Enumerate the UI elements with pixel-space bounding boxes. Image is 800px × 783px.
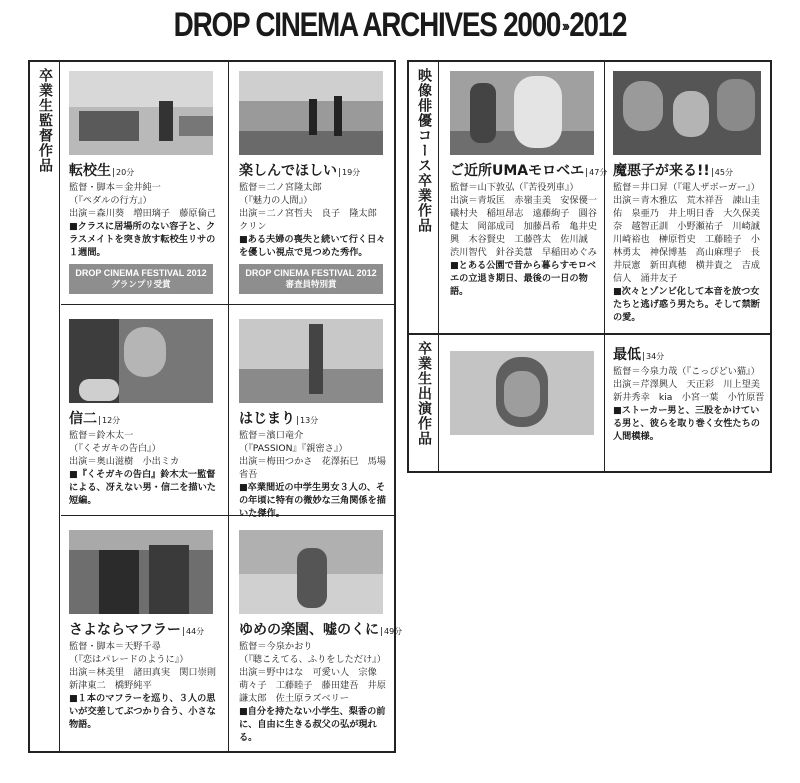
film-title: 転校生 20分 — [69, 163, 135, 179]
film-title: ゆめの楽園、嘘のくに 49分 — [239, 622, 403, 638]
film-description: 監督・脚本＝金井純一 （『ペダルの行方』） 出演＝森川葵 増田璃子 藤原倫己 ■クラスに居場所のない容子と、クラスメイトを突き放す転校生リサの１週間。 — [69, 182, 216, 258]
title-arrow: ››› — [561, 18, 568, 36]
film-still — [450, 71, 594, 155]
film-description: 監督＝井口昇（『電人ザボーガー』） 出演＝青木雅広 荒木祥吾 諌山圭佑 泉亜乃 井上明日香 大久保美奈 越智正訓 小野瀬祐子 川崎誠 川崎裕也 榊原哲史 工藤睦子 小林勇太 神保博基 高山麻理子 長井辰憲 新田真穂 横井貴之 吉成信人 涌井友子 ■次々とゾンビ化して本音を放つ女たちと逃げ惑う男たち。そして禁断の愛。 — [613, 182, 770, 323]
film-card-tanoshinde-hoshii[interactable] — [229, 62, 394, 305]
film-description: 監督＝濱口竜介 （『PASSION』『親密さ』） 出演＝梅田つかさ 花澤拓巳 馬場省吾 ■卒業間近の中学生男女３人の、その年頃に特有の微妙な三角関係を描いた傑作。 — [239, 430, 386, 519]
film-card-saitei[interactable] — [605, 335, 770, 471]
section-graduate-directors — [28, 60, 403, 753]
film-card-hajimari[interactable] — [229, 305, 394, 519]
section-label — [409, 335, 439, 471]
film-description: 監督＝鈴木太一 （『くそガキの告白』） 出演＝奥山滋樹 小出ミカ ■『くそガキの告白』鈴木太一監督による、冴えない男・信二を描いた短編。 — [69, 430, 216, 506]
film-title: ご近所UMAモロベエ 47分 — [450, 163, 608, 179]
section-acting-course — [407, 60, 772, 335]
film-description: 監督＝今泉かおり （『聴こえてる、ふりをしただけ』） 出演＝野中はな 可愛い人 宗像萌々子 工藤睦子 藤田建吾 井原謙太郎 佐土原ラズベリー ■自分を持たない小学生、梨香の前に、自由に生きる叔父の弘が現れる。 — [239, 641, 386, 743]
film-card-makuko-ga-kuru[interactable] — [605, 62, 770, 333]
film-description: 監督＝山下敦弘（『苦役列車』） 出演＝青坂匡 赤嶺圭美 安保優一 礒村夬 稲垣昂志 遠藤絢子 圓谷健太 岡部成司 加藤昌希 亀井史興 木谷賢史 工藤啓太 佐川誠 渋川智代 針谷美慧 早稲田めぐみ ■とある公園で昔から暮らすモロベエの立退き期日、最後の一日の物語。 — [450, 182, 607, 297]
film-still — [69, 71, 213, 155]
section-label — [30, 62, 60, 751]
film-grid — [61, 62, 403, 751]
film-card-tenkousei[interactable] — [61, 62, 229, 305]
film-still — [450, 351, 594, 435]
film-title: はじまり 13分 — [239, 411, 319, 427]
film-card-shinji[interactable] — [61, 305, 229, 516]
film-title: さよならマフラー 44分 — [69, 622, 205, 638]
film-card-sayonara-muffler[interactable] — [61, 516, 229, 751]
title-year-end: 2012 — [569, 6, 627, 44]
film-still — [69, 530, 213, 614]
film-still — [239, 71, 383, 155]
film-card-gokinjo-uma-morobe[interactable] — [440, 62, 608, 333]
award-badge: DROP CINEMA FESTIVAL 2012 審査員特別賞 — [239, 264, 383, 294]
section-label-text: 卒業生出演作品 — [416, 341, 432, 446]
film-description: 監督・脚本＝天野千尋 （『恋はパレードのように』） 出演＝林美里 諸田真実 関口崇則 新津東二 橋野純平 ■１本のマフラーを巡り、３人の思いが交差してぶつかり合う、小さな物語。 — [69, 641, 226, 730]
film-card-yume-no-rakuen[interactable] — [229, 516, 403, 751]
section-graduate-appearances — [407, 333, 772, 473]
section-label — [409, 62, 439, 333]
film-still — [239, 530, 383, 614]
film-title: 楽しんでほしい 19分 — [239, 163, 361, 179]
section-label-text: 映像俳優コース卒業作品 — [416, 68, 432, 233]
film-still — [239, 319, 383, 403]
film-still-cell — [440, 335, 605, 471]
film-grid — [440, 335, 770, 471]
section-label-text: 卒業生監督作品 — [37, 68, 53, 173]
film-description: 監督＝二ノ宮隆太郎 （『魅力の人間』） 出演＝二ノ宮哲夫 良子 隆太郎 クリン ■ある夫婦の喪失と続いて行く日々を優しい視点で見つめた秀作。 — [239, 182, 386, 258]
page-title — [72, 6, 728, 45]
film-still — [69, 319, 213, 403]
title-main: DROP CINEMA ARCHIVES 2000 — [173, 6, 561, 44]
film-title: 魔悪子が来る!! 45分 — [613, 163, 733, 179]
film-grid — [440, 62, 770, 333]
film-description: 監督＝今泉力哉（『こっぴどい猫』） 出演＝芹澤興人 天正彩 川上望美 新井秀幸 kia 小宮一葉 小竹原晋 ■ストーカー男と、三股をかけている男と、彼らを取り巻く女性たちの人間模様。 — [613, 366, 770, 442]
film-title: 最低 34分 — [613, 347, 665, 363]
award-badge: DROP CINEMA FESTIVAL 2012 グランプリ受賞 — [69, 264, 213, 294]
film-title: 信二 12分 — [69, 411, 121, 427]
film-still — [613, 71, 761, 155]
